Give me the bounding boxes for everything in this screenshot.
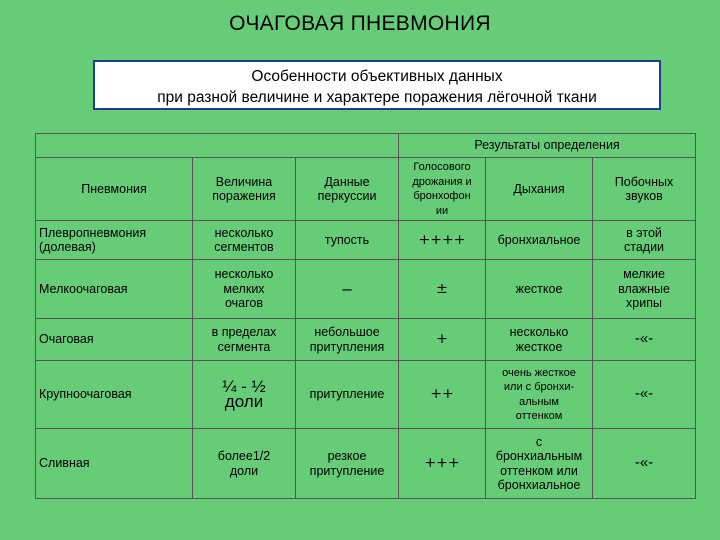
cell-breathing: с бронхиальным оттенком или бронхиальное (486, 429, 593, 499)
cell-extra-sounds: мелкие влажные хрипы (593, 260, 696, 319)
header-pneumonia: Пневмония (36, 158, 193, 221)
cell-breathing: очень жесткое или с бронхи- альным оттенком (486, 361, 593, 429)
table-row (36, 429, 696, 499)
cell-percussion: тупость (296, 221, 399, 260)
cell-size: несколько мелких очагов (193, 260, 296, 319)
table-row (36, 221, 696, 260)
subtitle-box (93, 60, 661, 110)
cell-extra-sounds: в этой стадии (593, 221, 696, 260)
cell-percussion: притупление (296, 361, 399, 429)
header-fremitus: Голосового дрожания и бронхофон ии (399, 158, 486, 221)
header-empty-cell (36, 134, 399, 158)
cell-breathing: несколько жесткое (486, 319, 593, 361)
cell-breathing: бронхиальное (486, 221, 593, 260)
table-row (36, 260, 696, 319)
cell-pneumonia: Мелкоочаговая (36, 260, 193, 319)
cell-breathing: жесткое (486, 260, 593, 319)
pneumonia-table (35, 133, 696, 499)
subtitle-line-2: при разной величине и характере поражения лёгочной ткани (157, 89, 597, 106)
cell-fremitus: + (399, 319, 486, 361)
cell-size: более1/2 доли (193, 429, 296, 499)
cell-extra-sounds: -«- (593, 361, 696, 429)
cell-extra-sounds: -«- (593, 319, 696, 361)
cell-pneumonia: Плевропневмония (долевая) (36, 221, 193, 260)
header-size: Величина поражения (193, 158, 296, 221)
table-row (36, 319, 696, 361)
header-extra-sounds: Побочных звуков (593, 158, 696, 221)
cell-fremitus: ++ (399, 361, 486, 429)
subtitle-line-1: Особенности объективных данных (251, 68, 503, 85)
cell-size: в пределах сегмента (193, 319, 296, 361)
header-breathing: Дыхания (486, 158, 593, 221)
header-percussion: Данные перкуссии (296, 158, 399, 221)
cell-pneumonia: Сливная (36, 429, 193, 499)
cell-pneumonia: Очаговая (36, 319, 193, 361)
cell-percussion: – (296, 260, 399, 319)
cell-percussion: небольшое притупления (296, 319, 399, 361)
cell-extra-sounds: -«- (593, 429, 696, 499)
cell-percussion: резкое притупление (296, 429, 399, 499)
table-row (36, 361, 696, 429)
cell-size: ¼ - ½ доли (193, 361, 296, 429)
cell-size: несколько сегментов (193, 221, 296, 260)
cell-pneumonia: Крупноочаговая (36, 361, 193, 429)
slide-title: ОЧАГОВАЯ ПНЕВМОНИЯ (229, 12, 491, 35)
cell-fremitus: +++ (399, 429, 486, 499)
cell-fremitus: ++++ (399, 221, 486, 260)
group-header-results: Результаты определения (399, 134, 696, 158)
cell-fremitus: ± (399, 260, 486, 319)
